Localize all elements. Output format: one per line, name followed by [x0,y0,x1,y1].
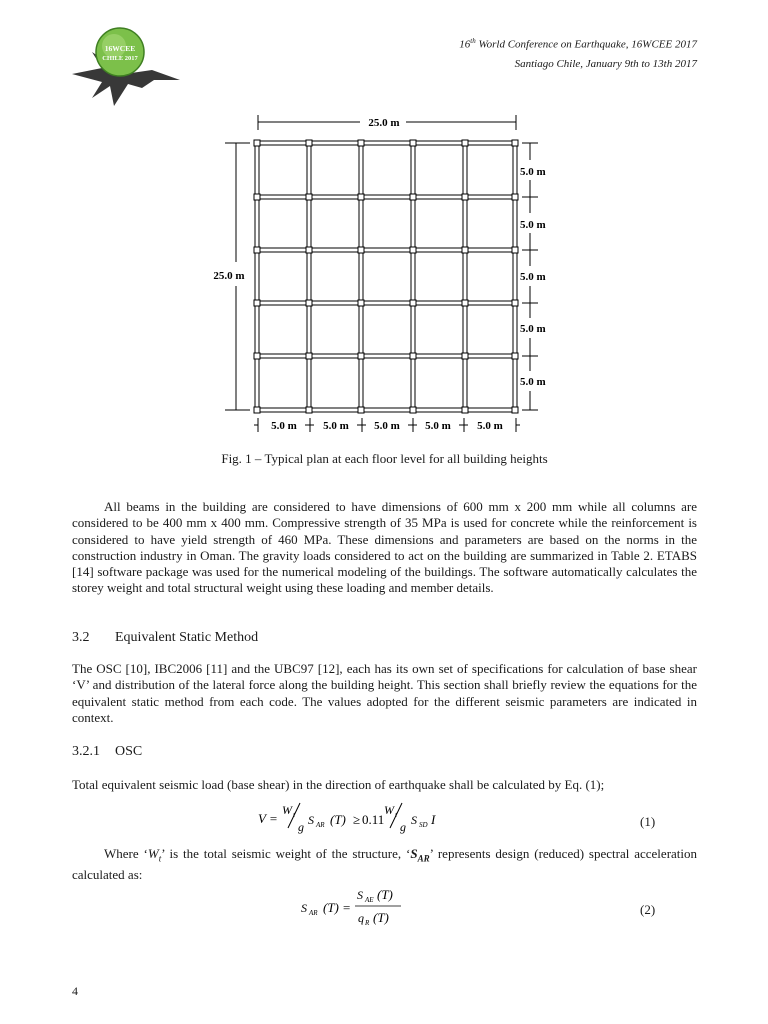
dim-row-1: 5.0 m [520,166,546,178]
eq2-lhs-T: (T) = [323,900,351,915]
p4-end: ’ represents design (reduced) spectral acceleration calculated as: [72,846,698,882]
eq1-S: S [308,813,314,827]
eq2-num-sub: AE [365,896,374,904]
p4-SAR: S [410,846,418,861]
dim-col-3: 5.0 m [374,420,400,432]
dim-top-label: 25.0 m [368,117,400,129]
eq1-g2: g [400,820,406,834]
p4-mid: ’ is the total seismic weight of the structure, ‘ [161,846,411,861]
section-title: Equivalent Static Method [115,630,259,645]
eq1-lhs: V = [258,811,278,826]
eq1-g: g [298,820,304,834]
dim-row-5: 5.0 m [520,376,546,388]
conference-number: 16 [459,38,471,51]
equation-2-number: (2) [640,902,656,917]
dim-col-1: 5.0 m [271,420,297,432]
dim-row-2: 5.0 m [520,219,546,231]
eq1-S2: S [411,813,417,827]
dim-left-label: 25.0 m [213,270,245,282]
section-heading-3-2-1 [72,744,142,760]
grid-outer [255,141,517,412]
eq2-den-q: q [358,911,364,925]
dim-row-3: 5.0 m [520,271,546,283]
eq1-coef: 0.11 [362,812,385,827]
grid-columns [254,140,518,413]
eq1-W: W [282,803,292,817]
eq2-num-S: S [357,888,363,902]
body-paragraph-4 [72,846,697,883]
section-title: OSC [115,744,143,759]
grid-beams [255,141,517,412]
p4-Wt: W [147,846,159,861]
dim-col-4: 5.0 m [425,420,451,432]
section-number: 3.2.1 [72,744,100,759]
eq1-ge: ≥ [353,812,361,827]
eq1-S-sub: AR [316,821,325,829]
eq1-I: I [431,812,436,827]
dim-col-5: 5.0 m [477,420,503,432]
conference-logo [62,22,192,112]
eq1-T: (T) [330,812,346,827]
p4-SAR-sub: AR [417,853,430,864]
section-number: 3.2 [72,630,90,645]
logo-text-1: 16WCEE [104,44,136,53]
body-paragraph-1: All beams in the building are considered to have dimensions of 600 mm x 200 mm while all columns are considered to be 400 mm x 400 mm. Compressive strength of 35 MPa is used for concrete while the reinforcement is considered to have yield strength of 460 MPa. These dimensions and parameters are based on the norms in the construction industry in Oman. The gravity loads considered to act on the building are summarized in Table 2. ETABS [14] software package was used for the numerical modeling of the buildings. The software automatically calculates the storey weight and total structural weight using these loading and member details. [72,499,697,596]
floor-plan-figure [200,108,546,438]
eq2-num-T: (T) [377,887,393,902]
conference-number-suffix: th [470,37,476,45]
dim-row-4: 5.0 m [520,323,546,335]
figure-caption: Fig. 1 – Typical plan at each floor level for all building heights [221,451,548,466]
eq2-lhs-sub: AR [309,909,318,917]
equation-1 [250,798,480,838]
eq2-den-sub: R [365,919,370,927]
equation-1-number: (1) [640,814,656,829]
equation-2 [295,884,415,930]
eq2-den-T: (T) [373,910,389,925]
p4-where: Where ‘ [104,846,148,861]
eq2-lhs-S: S [301,901,307,915]
conference-location: Santiago Chile, January 9th to 13th 2017 [514,58,697,70]
page-number: 4 [72,984,78,998]
conference-header [459,37,697,51]
dim-col-2: 5.0 m [323,420,349,432]
eq1-W2: W [384,803,394,817]
eq1-S2-sub: SD [419,821,428,829]
body-paragraph-3: Total equivalent seismic load (base shear) in the direction of earthquake shall be calculated by Eq. (1); [72,777,605,792]
p4-Wt-sub: t [158,853,162,864]
conference-name: World Conference on Earthquake, 16WCEE 2017 [475,38,697,51]
logo-text-2: CHILE 2017 [102,55,138,62]
section-heading-3-2 [72,630,258,646]
body-paragraph-2: The OSC [10], IBC2006 [11] and the UBC97 [12], each has its own set of specifications for calculation of base shear ‘V’ and distribution of the lateral force along the building height. This section shall briefly review the equations for the equivalent static method from each code. The values adopted for the different seismic parameters are indicated in context. [72,661,697,725]
